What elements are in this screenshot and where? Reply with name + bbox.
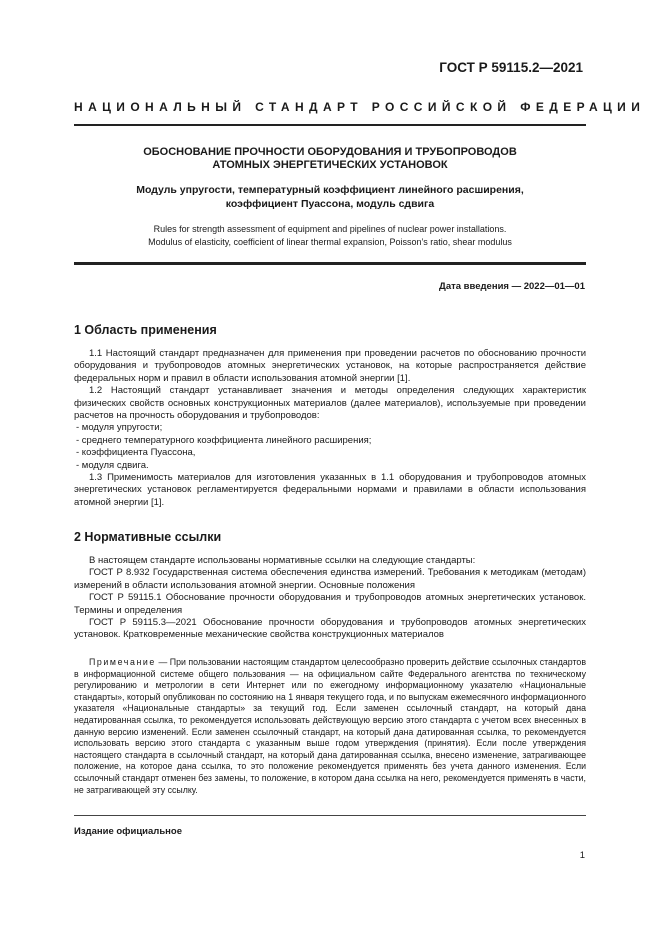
document-title [74,146,586,172]
note-text: — При пользовании настоящим стандартом целесообразно проверить действие ссылочных стандартов в информационной системе общего пользования — на официальном сайте Федерального агентства по техническому регулированию и метрологии в сети Интернет или по ежегодному информационному указателю «Национальные стандарты», который опубликован по состоянию на 1 января текущего года, и по выпускам ежемесячного информационного указателя «Национальные стандарты» за текущий год. Если заменен ссылочный стандарт, на который дана недатированная ссылка, то рекомендуется использовать действующую версию этого стандарта с учетом всех внесенных в данную версию изменений. Если заменен ссылочный стандарт, на который дана датированная ссылка, то рекомендуется использовать версию этого стандарта с указанным выше годом утверждения (принятия). Если после утверждения настоящего стандарта в ссылочный стандарт, на который дана датированная ссылка, внесено изменение, затрагивающее положение, на которое дана ссылка, то это положение рекомендуется применять без учета данного изменения. Если ссылочный стандарт отменен без замены, то положение, в котором дана ссылка на него, рекомендуется применять в части, не затрагивающей эту ссылку. [74,657,586,795]
official-edition-label: Издание официальное [74,826,182,837]
footer-divider [74,815,586,816]
subtitle-line-2: коэффициент Пуассона, модуль сдвига [225,198,435,210]
english-title [74,223,586,248]
reference-gost-8-932: ГОСТ Р 8.932 Государственная система обеспечения единства измерений. Требования к методикам (методам) измерений в области использования атомной энергии. Основные положения [74,567,586,591]
list-item: - среднего температурного коэффициента линейного расширения; [76,434,372,446]
english-title-line-1: Rules for strength assessment of equipment and pipelines of nuclear power installations. [153,224,507,234]
title-line-2: АТОМНЫХ ЭНЕРГЕТИЧЕСКИХ УСТАНОВОК [212,159,448,171]
paragraph-1-3: 1.3 Применимость материалов для изготовления указанных в 1.1 оборудования и трубопроводов атомных энергетических установок регламентируется федеральными нормами и правилами в области использования атомной энергии [1]. [74,472,586,508]
english-title-line-2: Modulus of elasticity, coefficient of linear thermal expansion, Poisson’s ratio, shear modulus [148,236,512,247]
paragraph-1-2: 1.2 Настоящий стандарт устанавливает значения и методы определения следующих характеристик физических свойств основных конструкционных материалов (далее материалов), используемые при проведении расчетов на прочность оборудования и трубопроводов: [74,385,586,422]
note-label: Примечание [89,657,156,667]
section-1-heading: 1 Область применения [74,323,217,337]
list-item: - модуля упругости; [76,422,163,434]
section-1-body [74,348,586,509]
reference-gost-59115-3: ГОСТ Р 59115.3—2021 Обоснование прочности оборудования и трубопроводов атомных энергетических установок. Кратковременные механические свойства конструкционных материалов [74,617,586,641]
subtitle-line-1: Модуль упругости, температурный коэффициент линейного расширения, [136,184,524,196]
note-block [74,657,586,796]
reference-gost-59115-1: ГОСТ Р 59115.1 Обоснование прочности оборудования и трубопроводов атомных энергетических установок. Термины и определения [74,592,586,616]
document-number: ГОСТ Р 59115.2—2021 [439,60,583,75]
introduction-date: Дата введения — 2022—01—01 [439,281,585,292]
title-divider [74,262,586,265]
national-standard-banner: НАЦИОНАЛЬНЫЙ СТАНДАРТ РОССИЙСКОЙ ФЕДЕРАЦИИ [74,100,646,114]
paragraph-2-intro: В настоящем стандарте использованы нормативные ссылки на следующие стандарты: [89,555,476,566]
document-subtitle [74,183,586,211]
list-item: - коэффициента Пуассона, [76,447,196,459]
page-number: 1 [579,850,585,861]
title-line-1: ОБОСНОВАНИЕ ПРОЧНОСТИ ОБОРУДОВАНИЯ И ТРУБОПРОВОДОВ [143,146,517,158]
paragraph-1-1: 1.1 Настоящий стандарт предназначен для применения при проведении расчетов по обоснованию прочности оборудования и трубопроводов атомных энергетических установок, на которые распространяется действие федеральных норм и правил в области использования атомной энергии [1]. [74,348,586,384]
list-item: - модуля сдвига. [76,459,149,471]
header-divider [74,124,586,126]
section-2-body [74,555,586,642]
section-2-heading: 2 Нормативные ссылки [74,530,222,544]
